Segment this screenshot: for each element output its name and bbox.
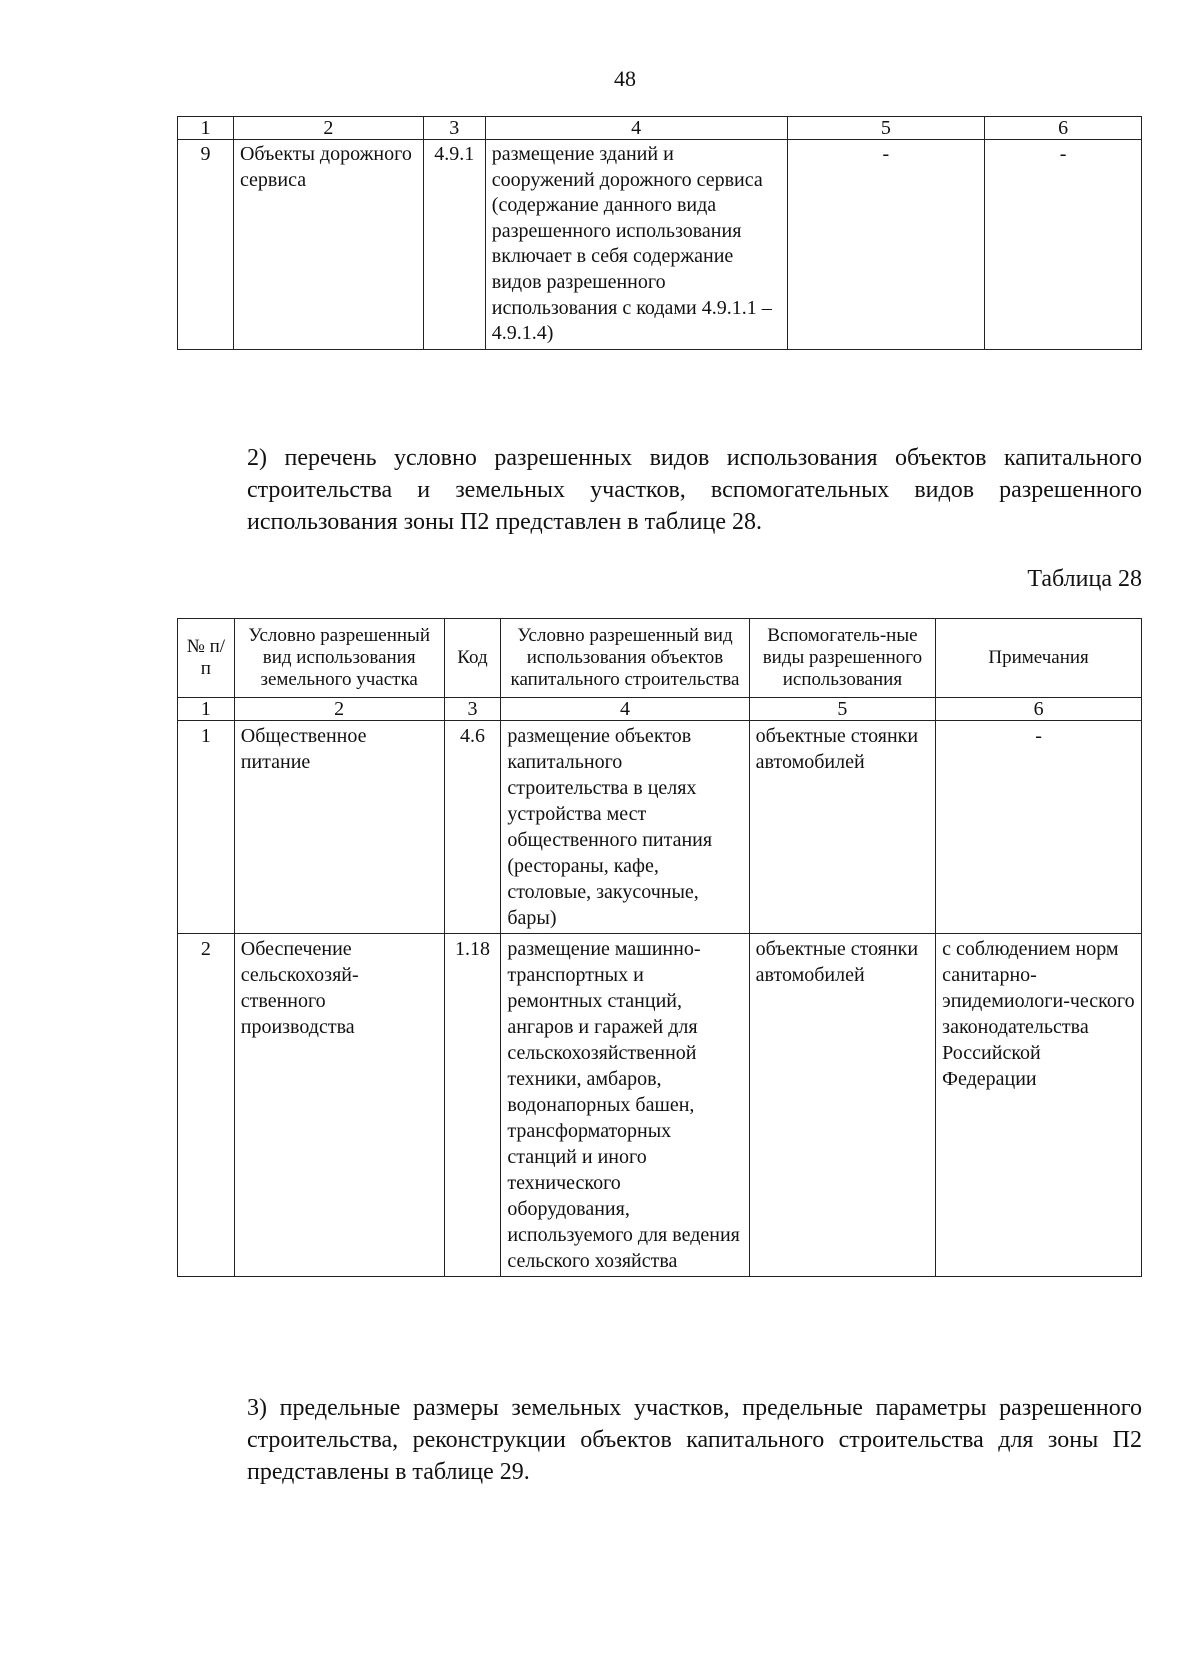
notes: - (985, 140, 1142, 350)
table-row (178, 934, 1142, 1277)
column-number: 3 (423, 117, 485, 140)
table-caption: Таблица 28 (1027, 566, 1142, 592)
aux-use: - (787, 140, 985, 350)
paragraph-3 (177, 1392, 1142, 1488)
paragraph-2 (177, 442, 1142, 538)
capital-use-description: размещение машинно-транспортных и ремонтных станций, ангаров и гаражей для сельскохозяйственной техники, амбаров, водонапорных башен, трансформаторных станций и иного технического оборудования, используемого для ведения сельского хозяйства (501, 934, 749, 1277)
notes: с соблюдением норм санитарно-эпидемиологи-ческого законодательства Российской Федерации (936, 934, 1142, 1277)
table-row (178, 721, 1142, 934)
column-number: 1 (178, 698, 235, 721)
table-row (178, 140, 1142, 350)
column-number: 1 (178, 117, 234, 140)
use-description: размещение зданий и сооружений дорожного сервиса (содержание данного вида разрешенного использования включает в себя содержание видов разрешенного использования с кодами 4.9.1.1 – 4.9.1.4) (485, 140, 787, 350)
column-number: 4 (501, 698, 749, 721)
column-number: 6 (936, 698, 1142, 721)
header-notes: Примечания (936, 619, 1142, 698)
row-number: 9 (178, 140, 234, 350)
header-land-use: Условно разрешенный вид использования земельного участка (234, 619, 444, 698)
header-aux: Вспомогатель-ные виды разрешенного использования (749, 619, 936, 698)
use-code: 1.18 (444, 934, 501, 1277)
column-number-row (178, 698, 1142, 721)
column-number: 5 (787, 117, 985, 140)
column-number-row (178, 117, 1142, 140)
capital-use-description: размещение объектов капитального строительства в целях устройства мест общественного питания (рестораны, кафе, столовые, закусочные, бары) (501, 721, 749, 934)
land-use-name: Обеспечение сельскохозяй-ственного производства (234, 934, 444, 1277)
table-continuation (177, 116, 1142, 350)
table-28 (177, 618, 1142, 1277)
column-number: 5 (749, 698, 936, 721)
paragraph-2-text: 2) перечень условно разрешенных видов использования объектов капитального строительства и земельных участков, вспомогательных видов разрешенного использования зоны П2 представлен в таблице 28. (247, 445, 1142, 535)
column-number: 3 (444, 698, 501, 721)
column-number: 2 (233, 117, 423, 140)
aux-use: объектные стоянки автомобилей (749, 934, 936, 1277)
page-number: 48 (614, 66, 636, 91)
aux-use: объектные стоянки автомобилей (749, 721, 936, 934)
column-number: 6 (985, 117, 1142, 140)
header-capital-use: Условно разрешенный вид использования объектов капитального строительства (501, 619, 749, 698)
header-num: № п/п (178, 619, 235, 698)
column-number: 4 (485, 117, 787, 140)
row-number: 1 (178, 721, 235, 934)
use-code: 4.9.1 (423, 140, 485, 350)
column-number: 2 (234, 698, 444, 721)
land-use-name: Общественное питание (234, 721, 444, 934)
row-number: 2 (178, 934, 235, 1277)
paragraph-3-text: 3) предельные размеры земельных участков, предельные параметры разрешенного строительства, реконструкции объектов капитального строительства для зоны П2 представлены в таблице 29. (247, 1395, 1142, 1485)
notes: - (936, 721, 1142, 934)
header-code: Код (444, 619, 501, 698)
use-code: 4.6 (444, 721, 501, 934)
table-header-row (178, 619, 1142, 698)
land-use-name: Объекты дорожного сервиса (233, 140, 423, 350)
